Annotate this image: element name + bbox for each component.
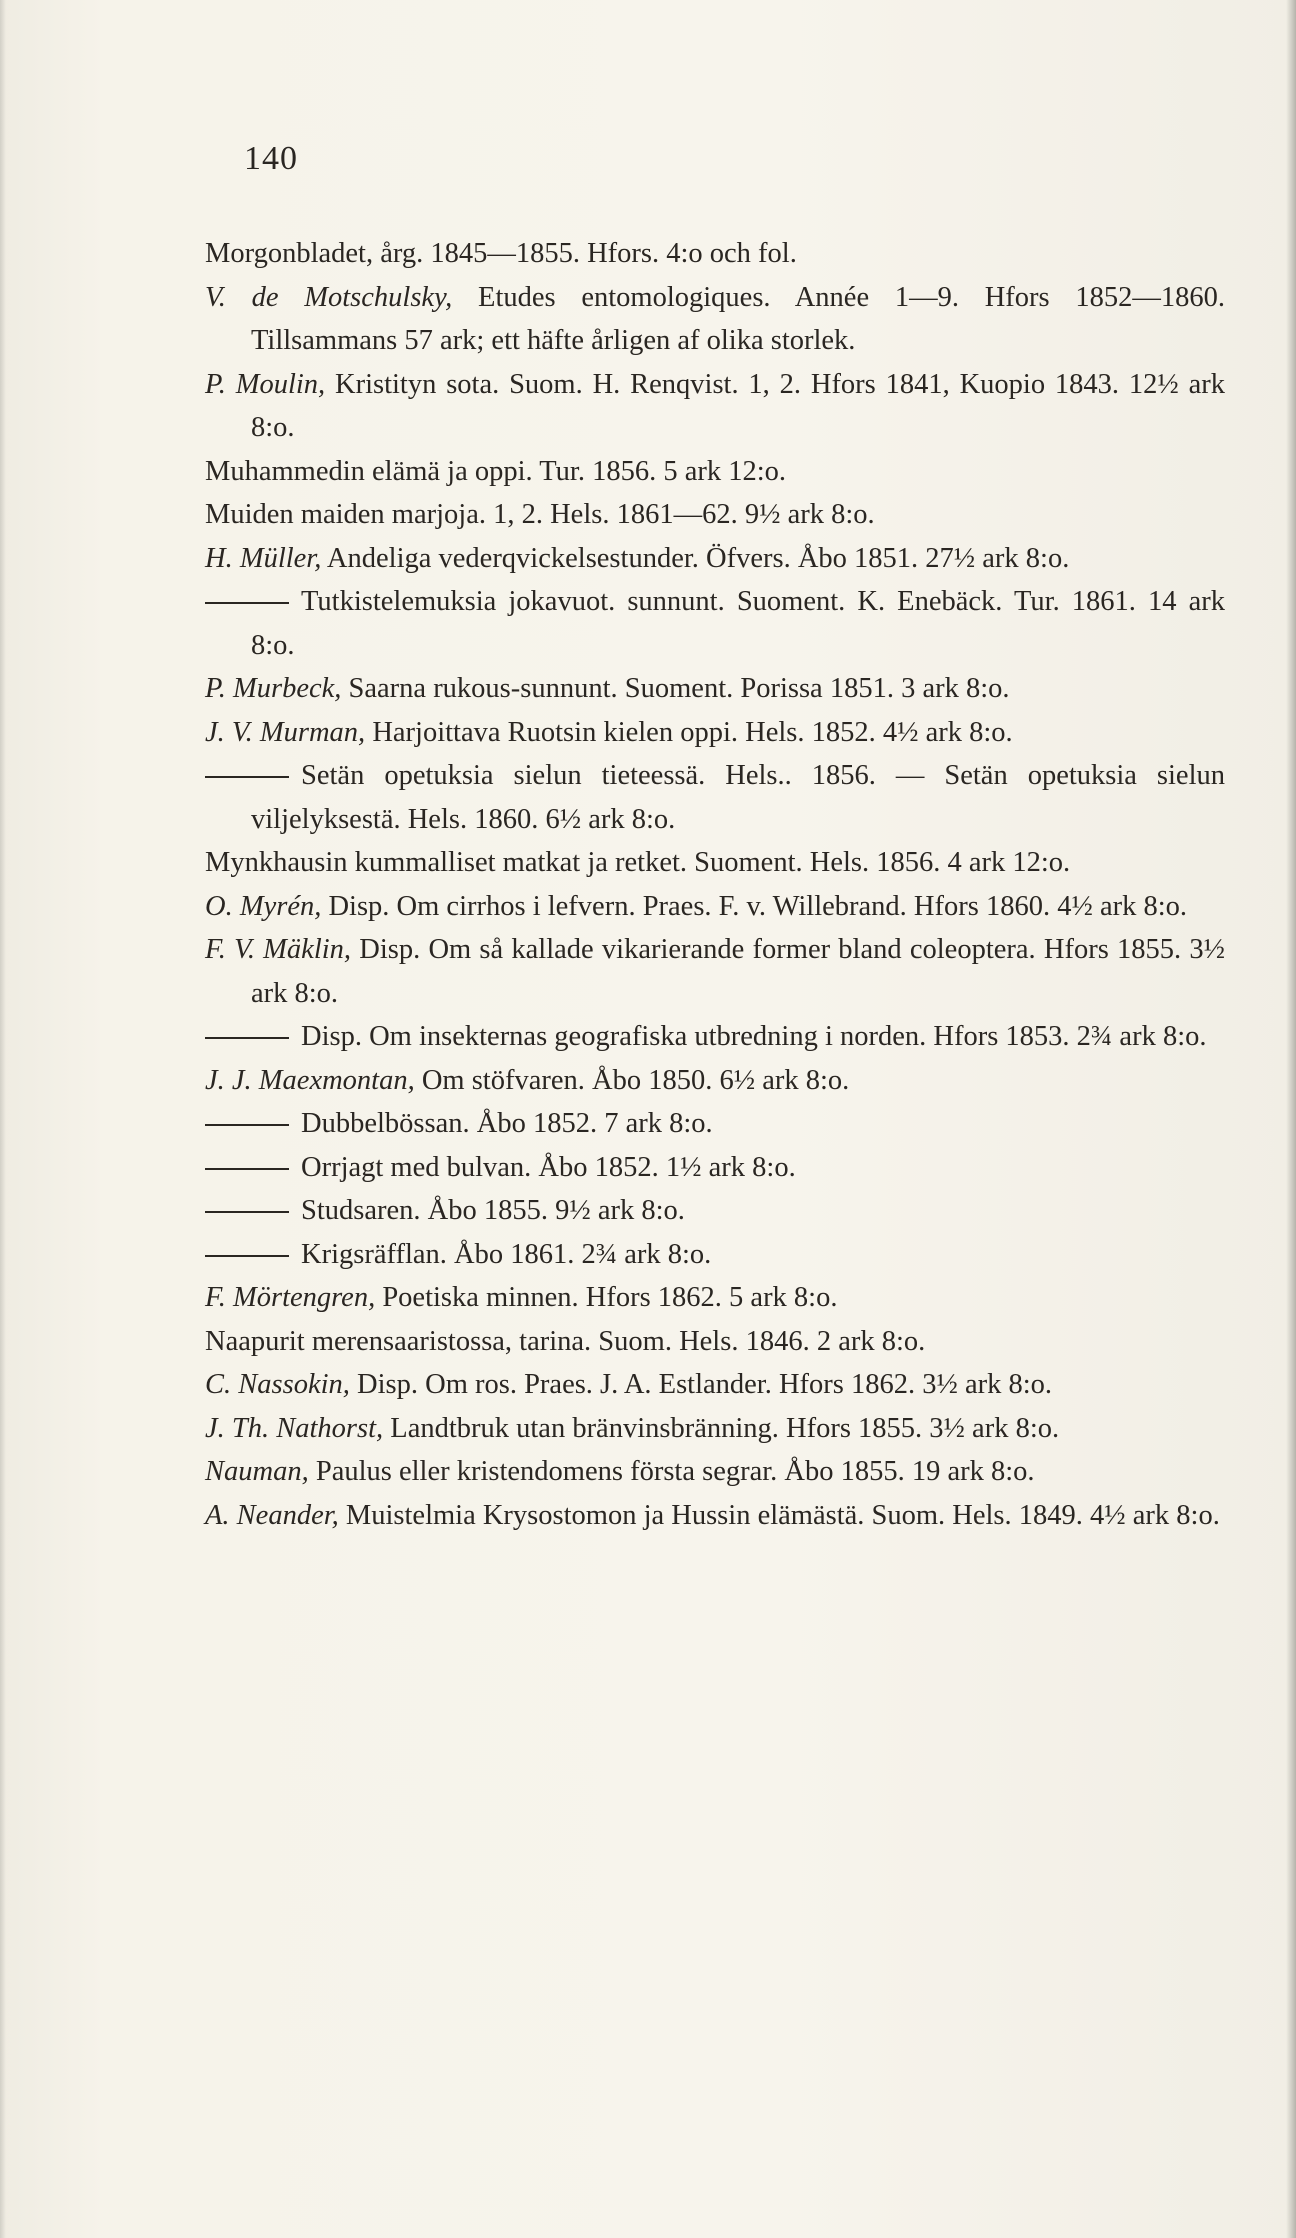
bibliography-entry [205, 232, 1225, 276]
entry-text: Andeliga vederqvickelsestunder. Öfvers. Åbo 1851. 27½ ark 8:o. [321, 542, 1070, 574]
entry-author: C. Nassokin, [205, 1369, 350, 1400]
entry-author: V. de Motschulsky, [205, 281, 453, 313]
bibliography-list [205, 232, 1225, 1537]
bibliography-entry [205, 754, 1225, 841]
bibliography-entry [205, 1494, 1225, 1538]
entry-author: J. Th. Nathorst, [205, 1412, 384, 1444]
entry-text: Mynkhausin kummalliset matkat ja retket. Suoment. Hels. 1856. 4 ark 12:o. [205, 847, 1071, 878]
page-gutter-shadow [0, 0, 6, 2238]
entry-text: Setän opetuksia sielun tieteessä. Hels.. 1856. — Setän opetuksia sielun viljelyksestä. Hels. 1860. 6½ ark 8:o. [251, 760, 1225, 835]
bibliography-entry [205, 1059, 1225, 1103]
entry-text: Paulus eller kristendomens första segrar. Åbo 1855. 19 ark 8:o. [308, 1456, 1035, 1487]
entry-author: P. Murbeck, [205, 673, 342, 704]
entry-author: H. Müller, [205, 542, 322, 574]
entry-text: Krigsräfflan. Åbo 1861. 2¾ ark 8:o. [301, 1238, 712, 1270]
ditto-dash [205, 1168, 289, 1170]
bibliography-entry [205, 363, 1225, 450]
entry-text: Muhammedin elämä ja oppi. Tur. 1856. 5 ark 12:o. [205, 455, 787, 487]
bibliography-entry [205, 667, 1225, 711]
bibliography-entry [205, 1102, 1225, 1146]
entry-author: Nauman, [205, 1456, 309, 1487]
ditto-dash [205, 1255, 289, 1257]
entry-text: Muistelmia Krysostomon ja Hussin elämästä. Suom. Hels. 1849. 4½ ark 8:o. [338, 1499, 1220, 1531]
entry-text: Harjoittava Ruotsin kielen oppi. Hels. 1852. 4½ ark 8:o. [365, 716, 1013, 748]
bibliography-entry [205, 1407, 1225, 1451]
ditto-dash [205, 1124, 289, 1126]
bibliography-entry [205, 841, 1225, 885]
entry-author: O. Myrén, [205, 890, 322, 922]
entry-text: Disp. Om cirrhos i lefvern. Praes. F. v. Willebrand. Hfors 1860. 4½ ark 8:o. [321, 890, 1188, 922]
ditto-dash [205, 602, 289, 604]
ditto-dash [205, 776, 289, 778]
entry-text: Muiden maiden marjoja. 1, 2. Hels. 1861—62. 9½ ark 8:o. [205, 499, 875, 530]
bibliography-entry [205, 885, 1225, 929]
entry-text: Disp. Om så kallade vikarierande former bland coleoptera. Hfors 1855. 3½ ark 8:o. [251, 934, 1225, 1009]
bibliography-entry [205, 1363, 1225, 1407]
bibliography-entry [205, 450, 1225, 494]
entry-author: P. Moulin, [205, 368, 326, 400]
entry-author: F. Mörtengren, [205, 1282, 376, 1313]
entry-text: Studsaren. Åbo 1855. 9½ ark 8:o. [301, 1195, 685, 1226]
page-number: 140 [244, 140, 298, 177]
bibliography-entry [205, 928, 1225, 1015]
bibliography-entry [205, 276, 1225, 363]
bibliography-entry [205, 711, 1225, 755]
ditto-dash [205, 1037, 289, 1039]
bibliography-entry [205, 1276, 1225, 1320]
entry-text: Naapurit merensaaristossa, tarina. Suom. Hels. 1846. 2 ark 8:o. [205, 1325, 926, 1357]
entry-text: Dubbelbössan. Åbo 1852. 7 ark 8:o. [301, 1108, 713, 1139]
page-edge-shadow [1286, 0, 1296, 2238]
bibliography-entry [205, 1320, 1225, 1364]
entry-text: Disp. Om ros. Praes. J. A. Estlander. Hfors 1862. 3½ ark 8:o. [349, 1369, 1053, 1400]
entry-text: Kristityn sota. Suom. H. Renqvist. 1, 2. Hfors 1841, Kuopio 1843. 12½ ark 8:o. [251, 368, 1226, 443]
entry-author: J. V. Murman, [205, 716, 366, 748]
ditto-dash [205, 1211, 289, 1213]
bibliography-entry [205, 1146, 1225, 1190]
entry-text: Etudes entomologiques. Année 1—9. Hfors 1852—1860. Tillsammans 57 ark; ett häfte årligen af olika storlek. [251, 281, 1225, 356]
entry-text: Tutkistelemuksia jokavuot. sunnunt. Suoment. K. Enebäck. Tur. 1861. 14 ark 8:o. [251, 586, 1225, 661]
bibliography-entry [205, 1450, 1225, 1494]
entry-text: Saarna rukous-sunnunt. Suoment. Porissa 1851. 3 ark 8:o. [341, 673, 1010, 704]
bibliography-entry [205, 537, 1225, 581]
entry-text: Disp. Om insekternas geografiska utbredning i norden. Hfors 1853. 2¾ ark 8:o. [301, 1021, 1207, 1052]
entry-text: Landtbruk utan bränvinsbränning. Hfors 1855. 3½ ark 8:o. [383, 1412, 1060, 1444]
bibliography-entry [205, 1233, 1225, 1277]
entry-text: Om stöfvaren. Åbo 1850. 6½ ark 8:o. [414, 1064, 850, 1096]
bibliography-entry [205, 493, 1225, 537]
entry-text: Orrjagt med bulvan. Åbo 1852. 1½ ark 8:o. [301, 1151, 796, 1183]
bibliography-entry [205, 1189, 1225, 1233]
entry-text: Poetiska minnen. Hfors 1862. 5 ark 8:o. [375, 1282, 838, 1313]
bibliography-entry [205, 580, 1225, 667]
entry-author: A. Neander, [205, 1499, 339, 1531]
bibliography-entry [205, 1015, 1225, 1059]
entry-author: F. V. Mäklin, [205, 934, 352, 965]
entry-text: Morgonbladet, årg. 1845—1855. Hfors. 4:o och fol. [205, 238, 797, 269]
entry-author: J. J. Maexmontan, [205, 1064, 415, 1096]
